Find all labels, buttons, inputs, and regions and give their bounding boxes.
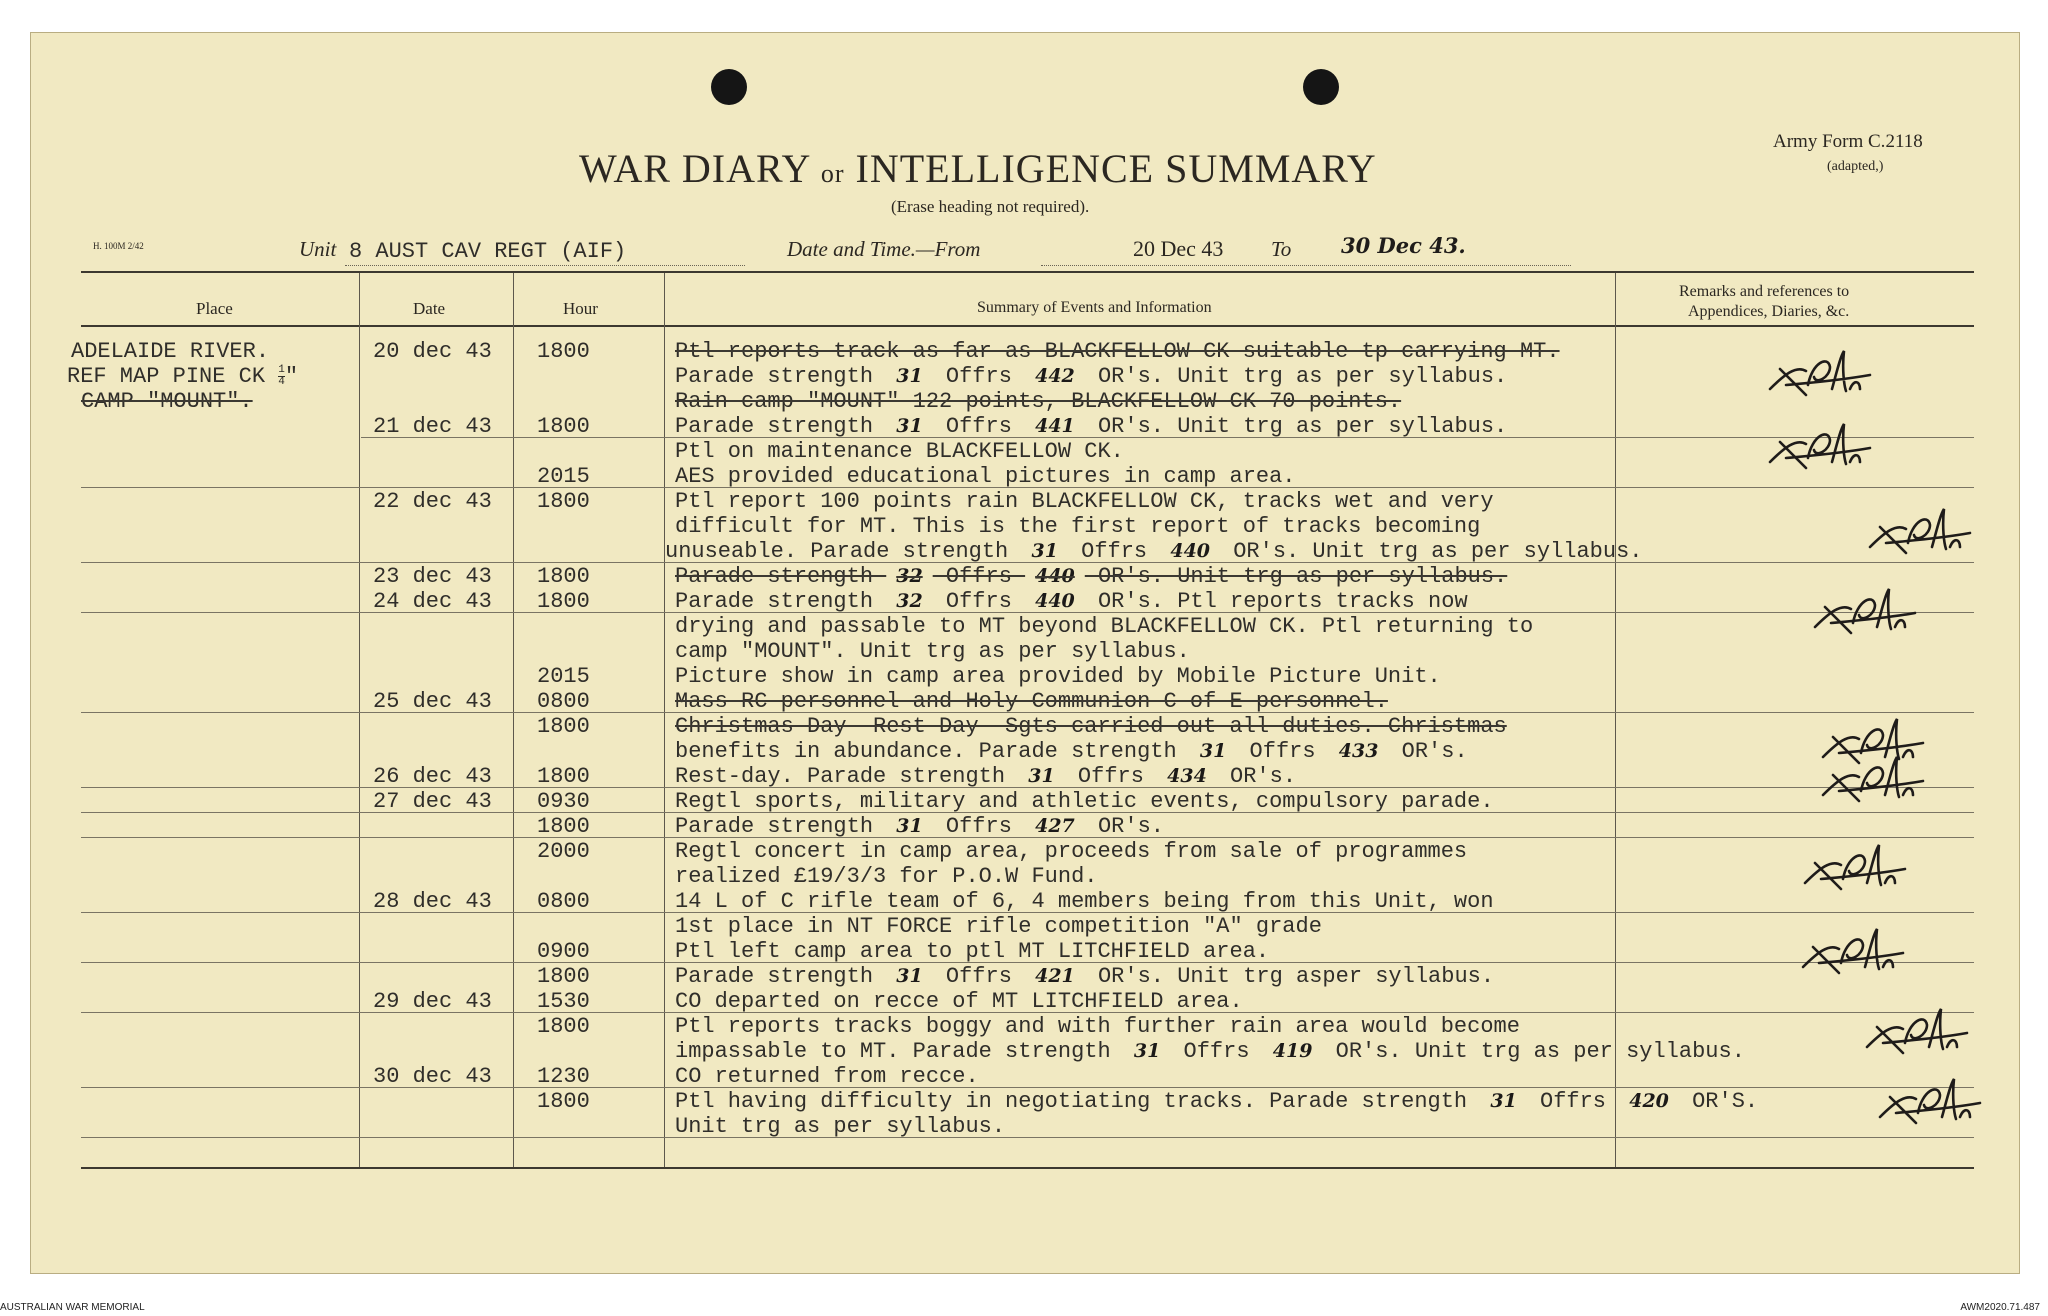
date-cell: 24 dec 43 (373, 589, 492, 614)
erase-note: (Erase heading not required). (891, 197, 1090, 216)
officers-count: 31 (1031, 540, 1058, 562)
date-cell: 22 dec 43 (373, 489, 492, 514)
summary-line (675, 739, 1468, 764)
officers-count: 31 (896, 815, 923, 837)
summary-line: Picture show in camp area provided by Mobile Picture Unit. (675, 664, 1441, 689)
hour-cell: 0900 (537, 939, 590, 964)
initials-mark (1799, 923, 1909, 983)
summary-line: Ptl on maintenance BLACKFELLOW CK. (675, 439, 1124, 464)
summary-line (665, 539, 1642, 564)
summary-text: Rest-day. Parade strength (675, 764, 1019, 789)
title-or: or (820, 159, 845, 188)
summary-remarks-divider (1615, 273, 1616, 1167)
officers-count: 31 (1028, 765, 1055, 787)
table-bottom-rule (81, 1167, 1974, 1169)
footer-credit: AUSTRALIAN WAR MEMORIAL (0, 1302, 145, 1313)
hour-cell: 1800 (537, 339, 590, 364)
summary-line: Christmas Day- Rest Day- Sgts carried out all duties. Christmas (675, 714, 1507, 739)
hour-cell: 2000 (537, 839, 590, 864)
unit-underline (345, 265, 745, 266)
summary-line: camp "MOUNT". Unit trg as per syllabus. (675, 639, 1190, 664)
other-ranks-count: 440 (1170, 540, 1211, 562)
unit-value: 8 AUST CAV REGT (AIF) (349, 239, 627, 264)
initials-mark (1811, 583, 1921, 643)
punch-hole-right (1303, 69, 1339, 105)
other-ranks-count: 440 (1035, 590, 1075, 612)
diary-sheet (30, 32, 2020, 1274)
date-cell: 23 dec 43 (373, 564, 492, 589)
title-intel-summary: INTELLIGENCE SUMMARY (855, 146, 1377, 191)
col-hour: Hour (563, 299, 598, 318)
summary-text: OR's. Unit trg as per syllabus. (1322, 1039, 1745, 1064)
adapted-note: (adapted,) (1827, 159, 1884, 174)
date-label: Date and Time.—From (787, 237, 981, 261)
date-cell: 20 dec 43 (373, 339, 492, 364)
place-fraction: $\frac{1}{4}$ (278, 363, 285, 388)
summary-text: Offrs (932, 589, 1026, 614)
date-underline (1041, 265, 1571, 266)
officers-count: 31 (896, 365, 923, 387)
summary-text: benefits in abundance. Parade strength (675, 739, 1190, 764)
unit-label: Unit (299, 237, 337, 261)
summary-text: Parade strength (675, 814, 887, 839)
summary-text: Parade strength (675, 414, 887, 439)
col-summary: Summary of Events and Information (977, 299, 1212, 316)
col-remarks-line2: Appendices, Diaries, &c. (1688, 303, 1850, 320)
summary-line (675, 364, 1507, 389)
hour-cell: 1230 (537, 1064, 590, 1089)
hour-cell: 2015 (537, 664, 590, 689)
place-date-divider (359, 273, 360, 1167)
summary-text: OR's. Unit trg as per syllabus. (1084, 564, 1508, 589)
hour-summary-divider (664, 273, 665, 1167)
summary-line (675, 1039, 1745, 1064)
table-top-rule (81, 271, 1974, 273)
hour-cell: 0800 (537, 689, 590, 714)
hour-cell: 1800 (537, 764, 590, 789)
summary-line (675, 964, 1494, 989)
summary-text: Parade strength (675, 589, 887, 614)
summary-text: Offrs (932, 564, 1026, 589)
summary-text: Offrs (1067, 539, 1161, 564)
date-cell: 28 dec 43 (373, 889, 492, 914)
summary-line: Ptl reports tracks boggy and with further rain area would become (675, 1014, 1520, 1039)
summary-line: Ptl reports track as far as BLACKFELLOW CK suitable tp carrying MT. (675, 339, 1560, 364)
summary-text: Offrs (932, 364, 1026, 389)
summary-line: 1st place in NT FORCE rifle competition "A" grade (675, 914, 1322, 939)
summary-text: OR'S. (1678, 1089, 1759, 1114)
initials-mark (1766, 418, 1876, 478)
summary-line: Regtl concert in camp area, proceeds from sale of programmes (675, 839, 1468, 864)
summary-line (675, 564, 1507, 589)
date-cell: 29 dec 43 (373, 989, 492, 1014)
summary-text: Offrs (1064, 764, 1158, 789)
date-from-value: 20 Dec 43 (1133, 236, 1224, 261)
date-to-value: 30 Dec 43. (1341, 233, 1466, 258)
printer-code: H. 100M 2/42 (93, 241, 144, 251)
hour-cell: 0930 (537, 789, 590, 814)
table-header-rule (81, 325, 1974, 327)
summary-text: unuseable. Parade strength (665, 539, 1022, 564)
summary-line: Ptl left camp area to ptl MT LITCHFIELD area. (675, 939, 1270, 964)
other-ranks-count: 434 (1167, 765, 1207, 787)
hour-cell: 1800 (537, 414, 590, 439)
date-cell: 21 dec 43 (373, 414, 492, 439)
army-form-number: 2118 (1885, 131, 1923, 152)
summary-text: Offrs (1526, 1089, 1620, 1114)
hour-cell: 1800 (537, 489, 590, 514)
initials-mark (1801, 839, 1911, 899)
col-date: Date (413, 299, 446, 318)
officers-count: 31 (1490, 1090, 1517, 1112)
summary-text: OR's. Ptl reports tracks now (1084, 589, 1468, 614)
punch-hole-left (711, 69, 747, 105)
col-place: Place (196, 299, 233, 318)
title-war-diary: WAR DIARY (579, 146, 810, 191)
summary-text: Offrs (1236, 739, 1329, 764)
summary-line: CO returned from recce. (675, 1064, 979, 1089)
hour-cell: 1800 (537, 714, 590, 739)
summary-text: Ptl having difficulty in negotiating tracks. Parade strength (675, 1089, 1481, 1114)
summary-text: OR's. Unit trg as per syllabus. (1084, 364, 1508, 389)
summary-line: realized £19/3/3 for P.O.W Fund. (675, 864, 1098, 889)
summary-text: OR's. (1084, 814, 1164, 839)
hour-cell: 1800 (537, 1014, 590, 1039)
officers-count: 32 (896, 565, 923, 587)
officers-count: 31 (1133, 1040, 1161, 1062)
other-ranks-count: 441 (1035, 415, 1075, 437)
form-title (579, 145, 1377, 192)
summary-line: Unit trg as per syllabus. (675, 1114, 1006, 1139)
hour-cell: 1800 (537, 1089, 590, 1114)
other-ranks-count: 440 (1035, 565, 1075, 587)
summary-text: impassable to MT. Parade strength (675, 1039, 1124, 1064)
date-cell: 25 dec 43 (373, 689, 492, 714)
summary-text: Parade strength (675, 564, 887, 589)
hour-cell: 1800 (537, 964, 590, 989)
initials-mark (1863, 1003, 1973, 1063)
date-cell: 30 dec 43 (373, 1064, 492, 1089)
place-line-2: REF MAP PINE CK $\frac{1}{4}$ " (67, 363, 299, 389)
summary-text: Offrs (932, 414, 1026, 439)
col-remarks-line1: Remarks and references to (1679, 283, 1850, 300)
summary-line: CO departed on recce of MT LITCHFIELD area. (675, 989, 1243, 1014)
army-form-label: Army Form C.2118 (1773, 131, 1923, 152)
summary-line (675, 814, 1164, 839)
hour-cell: 1800 (537, 589, 590, 614)
summary-line: difficult for MT. This is the first report of tracks becoming (675, 514, 1481, 539)
other-ranks-count: 421 (1035, 965, 1075, 987)
summary-line (675, 764, 1296, 789)
summary-line: Rain camp "MOUNT" 122 points, BLACKFELLOW CK 70 points. (675, 389, 1402, 414)
officers-count: 31 (896, 415, 923, 437)
footer-accession: AWM2020.71.487 (1960, 1302, 2040, 1313)
summary-line: drying and passable to MT beyond BLACKFELLOW CK. Ptl returning to (675, 614, 1534, 639)
other-ranks-count: 433 (1338, 740, 1379, 762)
summary-text: Parade strength (675, 964, 887, 989)
summary-text: Offrs (1170, 1039, 1263, 1064)
summary-line: Ptl report 100 points rain BLACKFELLOW CK, tracks wet and very (675, 489, 1494, 514)
summary-text: OR's. (1388, 739, 1468, 764)
other-ranks-count: 442 (1035, 365, 1075, 387)
initials-mark (1819, 751, 1929, 811)
initials-mark (1766, 345, 1876, 405)
hour-cell: 1530 (537, 989, 590, 1014)
hour-cell: 1800 (537, 814, 590, 839)
summary-line (675, 589, 1468, 614)
summary-line: 14 L of C rifle team of 6, 4 members being from this Unit, won (675, 889, 1494, 914)
place-line-3: CAMP "MOUNT". (81, 389, 253, 414)
summary-text: Offrs (932, 964, 1026, 989)
date-hour-divider (513, 273, 514, 1167)
hour-cell: 0800 (537, 889, 590, 914)
summary-line (675, 414, 1507, 439)
summary-line: Mass RC personnel and Holy Communion C of E personnel. (675, 689, 1388, 714)
place-line-1: ADELAIDE RIVER. (71, 339, 270, 364)
date-cell: 27 dec 43 (373, 789, 492, 814)
summary-line: AES provided educational pictures in camp area. (675, 464, 1296, 489)
row-rule (81, 1137, 1974, 1138)
summary-text: Parade strength (675, 364, 887, 389)
row-rule (81, 1087, 1974, 1088)
summary-text: OR's. Unit trg as per syllabus. (1220, 539, 1643, 564)
date-cell: 26 dec 43 (373, 764, 492, 789)
summary-text: OR's. Unit trg as per syllabus. (1084, 414, 1508, 439)
hour-cell: 1800 (537, 564, 590, 589)
initials-mark (1876, 1073, 1986, 1133)
summary-line (675, 1089, 1758, 1114)
summary-text: OR's. Unit trg asper syllabus. (1084, 964, 1495, 989)
officers-count: 31 (1199, 740, 1227, 762)
other-ranks-count: 420 (1629, 1090, 1669, 1112)
initials-mark (1866, 503, 1976, 563)
other-ranks-count: 419 (1272, 1040, 1313, 1062)
officers-count: 31 (896, 965, 923, 987)
summary-text: Offrs (932, 814, 1026, 839)
summary-text: OR's. (1216, 764, 1297, 789)
hour-cell: 2015 (537, 464, 590, 489)
date-to-label: To (1271, 237, 1292, 261)
other-ranks-count: 427 (1035, 815, 1075, 837)
summary-line: Regtl sports, military and athletic events, compulsory parade. (675, 789, 1494, 814)
officers-count: 32 (896, 590, 923, 612)
